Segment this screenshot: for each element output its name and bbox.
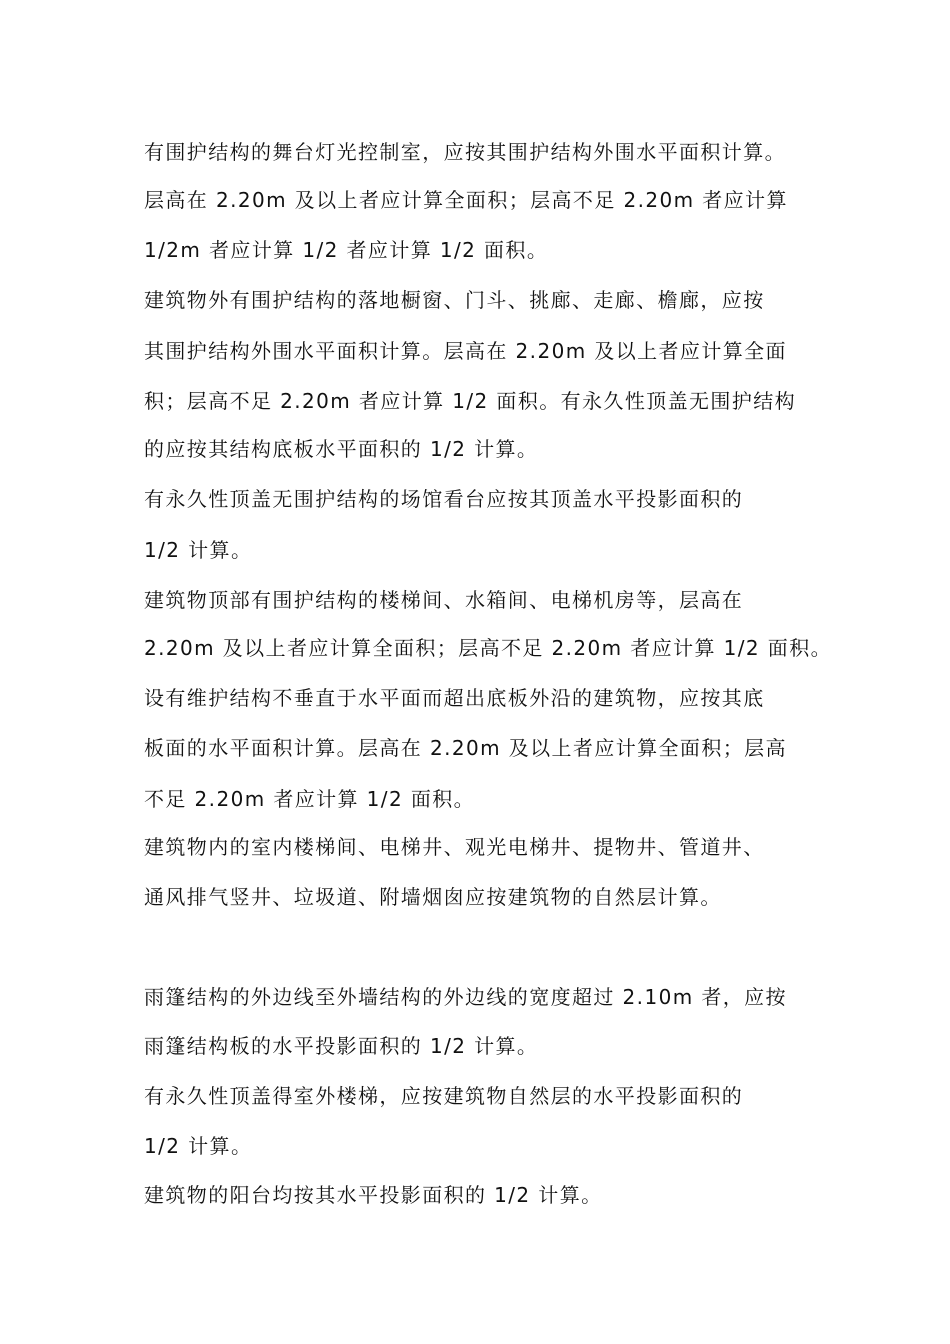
text-line: 建筑物外有围护结构的落地橱窗、门斗、挑廊、走廊、檐廊，应按 — [144, 288, 765, 312]
text-line: 有围护结构的舞台灯光控制室，应按其围护结构外围水平面积计算。 — [144, 140, 786, 164]
text-line: 其围护结构外围水平面积计算。层高在 2.20m 及以上者应计算全面 — [144, 339, 787, 363]
text-line: 板面的水平面积计算。层高在 2.20m 及以上者应计算全面积；层高 — [144, 736, 787, 760]
text-line: 1/2m 者应计算 1/2 者应计算 1/2 面积。 — [144, 238, 549, 262]
text-line: 设有维护结构不垂直于水平面而超出底板外沿的建筑物，应按其底 — [144, 686, 765, 710]
text-line: 1/2 计算。 — [144, 538, 253, 562]
text-line: 积；层高不足 2.20m 者应计算 1/2 面积。有永久性顶盖无围护结构 — [144, 389, 797, 413]
text-line: 不足 2.20m 者应计算 1/2 面积。 — [144, 787, 476, 811]
text-line: 的应按其结构底板水平面积的 1/2 计算。 — [144, 437, 539, 461]
text-line: 建筑物顶部有围护结构的楼梯间、水箱间、电梯机房等，层高在 — [144, 588, 744, 612]
text-line: 层高在 2.20m 及以上者应计算全面积；层高不足 2.20m 者应计算 — [144, 188, 788, 212]
text-line: 雨篷结构板的水平投影面积的 1/2 计算。 — [144, 1034, 539, 1058]
text-line: 雨篷结构的外边线至外墙结构的外边线的宽度超过 2.10m 者，应按 — [144, 985, 787, 1009]
text-line: 2.20m 及以上者应计算全面积；层高不足 2.20m 者应计算 1/2 面积。 — [144, 636, 833, 660]
text-line: 建筑物内的室内楼梯间、电梯井、观光电梯井、提物井、管道井、 — [144, 835, 765, 859]
text-line: 有永久性顶盖得室外楼梯，应按建筑物自然层的水平投影面积的 — [144, 1084, 744, 1108]
text-line: 有永久性顶盖无围护结构的场馆看台应按其顶盖水平投影面积的 — [144, 487, 744, 511]
text-line: 通风排气竖井、垃圾道、附墙烟囱应按建筑物的自然层计算。 — [144, 885, 722, 909]
text-line: 建筑物的阳台均按其水平投影面积的 1/2 计算。 — [144, 1183, 603, 1207]
text-line: 1/2 计算。 — [144, 1134, 253, 1158]
